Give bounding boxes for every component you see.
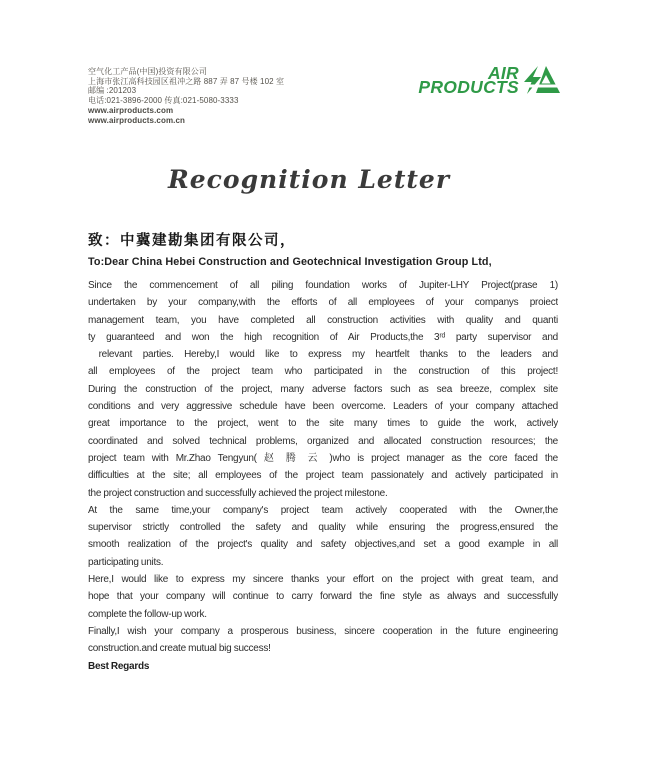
body-lines: [88, 277, 558, 658]
body-line: Here,I would like to express my sincere thanks your effort on the project with great team, and: [88, 574, 558, 586]
air-products-mark-icon: [523, 65, 561, 95]
body-line: During the construction of the project, many adverse factors such as sea breeze, complex site: [88, 383, 558, 395]
logo-text-products: PRODUCTS: [418, 77, 519, 97]
body-line: supervisor strictly controlled the safety and quality while ensuring the progress,ensured the: [88, 522, 558, 534]
salutation-english: To:Dear China Hebei Construction and Geotechnical Investigation Group Ltd,: [88, 256, 492, 268]
body-line: conditions and very aggressive schedule have been overcome. Leaders of your company attached: [88, 401, 558, 413]
body-line: At the same time,your company's project team actively cooperated with the Owner,the: [88, 504, 558, 516]
body-line: smooth realization of the project's quality and safety objectives,and set a good example in all: [88, 539, 558, 551]
salutation: [88, 229, 492, 268]
address-line-zip: 邮编 :201203: [88, 86, 137, 96]
logo-text-air: AIR: [487, 62, 519, 83]
body-line: great importance to the project, went to the site many times to guide the work, actively: [88, 418, 558, 430]
body-line: the project construction and successfully achieved the project milestone.: [88, 487, 388, 499]
body-line: participating units.: [88, 556, 164, 568]
body-line: ty guaranteed and won the high recognition of Air Products,the 3ʳᵈ party supervisor and: [88, 331, 558, 343]
address-line-website-cn: www.airproducts.com.cn: [88, 115, 186, 125]
body-line: undertaken by your company,with the efforts of all employees of your companys proiect: [88, 297, 558, 309]
body-line: Since the commencement of all piling foundation works of Jupiter-LHY Project(prase 1): [88, 280, 558, 291]
company-address: [88, 67, 284, 125]
air-products-logo: [418, 62, 561, 97]
closing-best-regards: Best Regards: [88, 660, 150, 672]
body-line: construction.and create mutual big success!: [88, 643, 271, 655]
body-line: difficulties at the site; all employees of the project team passionately and actively participated in: [88, 470, 558, 482]
air-products-wordmark: [418, 62, 523, 97]
body-line: management team, you have completed all construction activities with quality and quanti: [88, 314, 558, 326]
address-line-street: 上海市张江高科技园区祖冲之路 887 弄 87 号楼 102 室: [88, 76, 285, 86]
body-line: all employees of the project team who participated in the construction of this project!: [88, 366, 558, 378]
letter-body: [88, 277, 558, 675]
body-line: coordinated and solved technical problems, organized and allocated construction resources; the: [88, 435, 558, 447]
body-line: project team with Mr.Zhao Tengyun( 赵 腾 云 )who is project manager as the core faced the: [88, 452, 558, 464]
salutation-chinese: 致：中冀建勘集团有限公司，: [88, 233, 296, 249]
address-line-phone-fax: 电话:021-3896-2000 传真:021-5080-3333: [88, 96, 239, 106]
body-line: hope that your company will continue to carry forward the fine style as always and successfully: [88, 591, 558, 603]
address-line-company: 空气化工产品(中国)投资有限公司: [88, 67, 207, 76]
body-line: Finally,I wish your company a prosperous business, sincere cooperation in the future engineering: [88, 625, 558, 637]
address-line-website: www.airproducts.com: [88, 105, 174, 115]
body-line: relevant parties. Hereby,I would like to express my heartfelt thanks to the leaders and: [88, 349, 558, 361]
body-line: complete the follow-up work.: [88, 608, 207, 620]
letter-title: Recognition Letter: [168, 165, 450, 194]
